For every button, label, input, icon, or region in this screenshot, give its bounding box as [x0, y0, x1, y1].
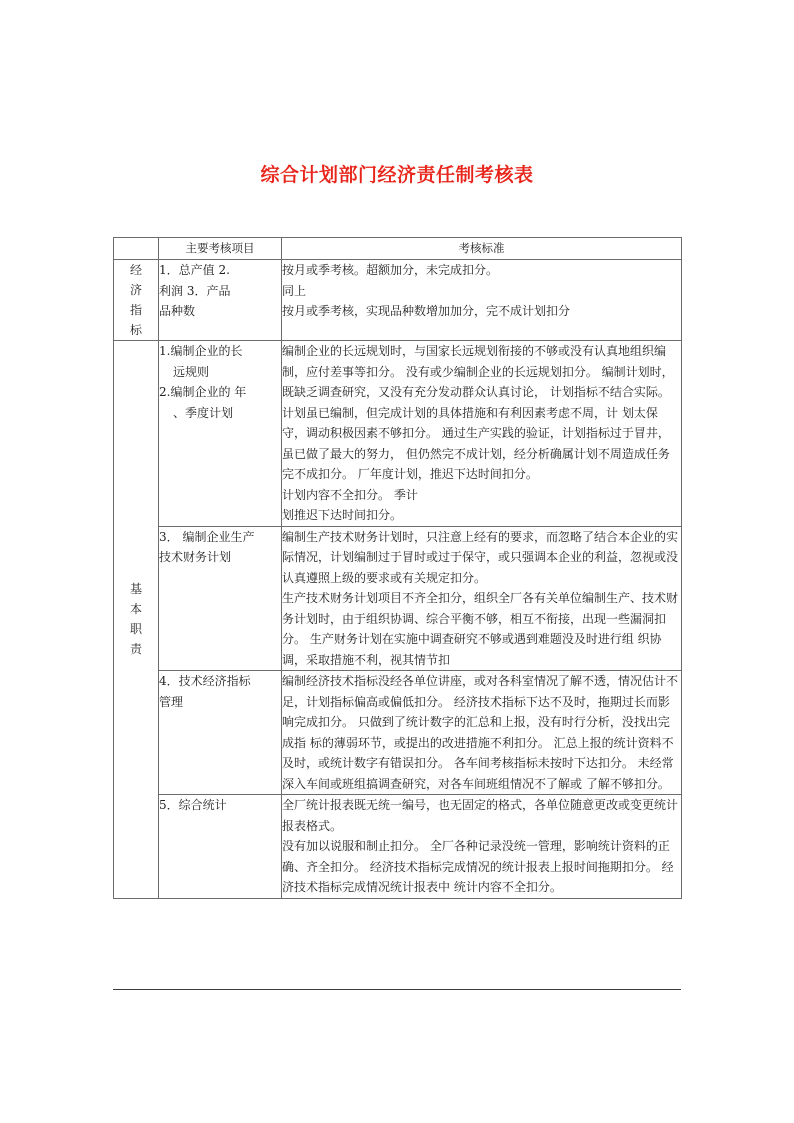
- section-label-char: 职: [129, 622, 142, 637]
- item-line: 1.编制企业的长: [159, 344, 243, 358]
- section-label-char: 标: [129, 323, 142, 337]
- item-cell: [159, 795, 282, 899]
- item-cell: [159, 260, 282, 341]
- item-line: 2.编制企业的 年: [159, 385, 247, 399]
- header-standard: 考核标准: [282, 238, 682, 260]
- standard-line: 生产技术财务计划项目不齐全扣分，组织全厂各有关单位编制生产、技术财务计划时，由于组织协调、综合平衡不够，相互不衔接，出现一些漏洞扣分。 生产财务计划在实施中调查研究不够或遇到难题没及时进行组 织协调，采取措施不利，视其情节扣: [282, 591, 679, 667]
- standard-line: 划推迟下达时间扣分。: [282, 508, 403, 522]
- assessment-table: [113, 237, 682, 899]
- section-label-char: 济: [129, 283, 142, 297]
- standard-line: 同上: [282, 283, 307, 298]
- header-item: 主要考核项目: [159, 238, 282, 260]
- standard-line: 全厂统计报表既无统一编号，也无固定的格式，各单位随意更改或变更统计报表格式。: [282, 798, 679, 833]
- item-line: 3． 编制企业生产: [159, 529, 255, 544]
- section-label-duties: [114, 341, 159, 899]
- section-label-char: 责: [129, 642, 142, 657]
- table-row: [114, 341, 682, 527]
- standard-cell: [282, 526, 682, 671]
- table-header-row: [114, 238, 682, 260]
- standard-cell: [282, 671, 682, 795]
- table-row: [114, 260, 682, 341]
- page-bottom-mask: [0, 990, 794, 1123]
- section-label-economic: [114, 260, 159, 341]
- item-line: 技术财务计划: [159, 550, 232, 564]
- standard-line: 按月或季考核，实现品种数增加加分，完不成计划扣分: [282, 304, 571, 318]
- table-bottom-border: [113, 989, 681, 990]
- section-label-char: 经: [129, 263, 142, 277]
- item-line: 管理: [159, 694, 184, 709]
- item-line: 1．总产值 2.: [159, 263, 230, 277]
- table-row: [114, 795, 682, 899]
- table-row: [114, 526, 682, 671]
- standard-cell: [282, 260, 682, 341]
- item-line: 、季度计划: [173, 405, 234, 420]
- item-line: 远规则: [173, 364, 210, 379]
- standard-line: 按月或季考核。超额加分，未完成扣分。: [282, 263, 499, 277]
- section-label-char: 本: [129, 602, 142, 617]
- item-cell: [159, 526, 282, 671]
- item-line: 5．综合统计: [159, 798, 227, 812]
- standard-cell: [282, 795, 682, 899]
- page-title: 综合计划部门经济责任制考核表: [260, 164, 534, 186]
- item-line: 利润 3．产品: [159, 283, 231, 298]
- standard-cell: [282, 341, 682, 527]
- standard-line: 计划内容不全扣分。 季计: [282, 487, 418, 502]
- standard-line: 没有加以说服和制止扣分。 全厂各种记录没统一管理，影响统计资料的正确、齐全扣分。 经济技术指标完成情况的统计报表上报时间拖期扣分。 经济技术指标完成情况统计报表中 统计内容不全扣分。: [282, 839, 674, 894]
- section-label-char: 基: [129, 582, 142, 597]
- section-label-char: 指: [129, 303, 142, 317]
- item-cell: [159, 671, 282, 795]
- item-line: 4．技术经济指标: [159, 674, 251, 688]
- table-row: [114, 671, 682, 795]
- standard-line: 编制经济技术指标没经各单位讲座，或对各科室情况了解不透，情况估计不足，计划指标偏高或偏低扣分。 经济技术指标下达不及时，拖期过长而影响完成扣分。 只做到了统计数字的汇总和上报，没有时行分析，没找出完成指 标的薄弱环节，或提出的改进措施不利扣分。 汇总上报的统计资料不及时，或统计数字有错误扣分。 各车间考核指标未按时下达扣分。 未经常深入车间或班组搞调查研究，对各车间班组情况不了解或 了解不够扣分。: [282, 674, 679, 791]
- header-blank: [114, 238, 159, 260]
- standard-line: 编制企业的长远规划时，与国家长远规划衔接的不够或没有认真地组织编制，应付差事等扣分。 没有或少编制企业的长远规划扣分。 编制计划时，既缺乏调查研究，又没有充分发动群众认真讨论， 计划指标不结合实际。 计划虽已编制，但完成计划的具体措施和有利因素考虑不周，计 划太保守，调动积极因素不够扣分。 通过生产实践的验证，计划指标过于冒井，虽已做了最大的努力， 但仍然完不成计划，经分析确属计划不周造成任务完不成扣分。 厂年度计划，推迟下达时间扣分。: [282, 344, 674, 481]
- item-line: 品种数: [159, 304, 196, 318]
- standard-line: 编制生产技术财务计划时，只注意上经有的要求，而忽略了结合本企业的实际情况，计划编制过于冒时或过于保守，或只强调本企业的利益，忽视或没认真遵照上级的要求或有关规定扣分。: [282, 529, 679, 585]
- item-cell: [159, 341, 282, 527]
